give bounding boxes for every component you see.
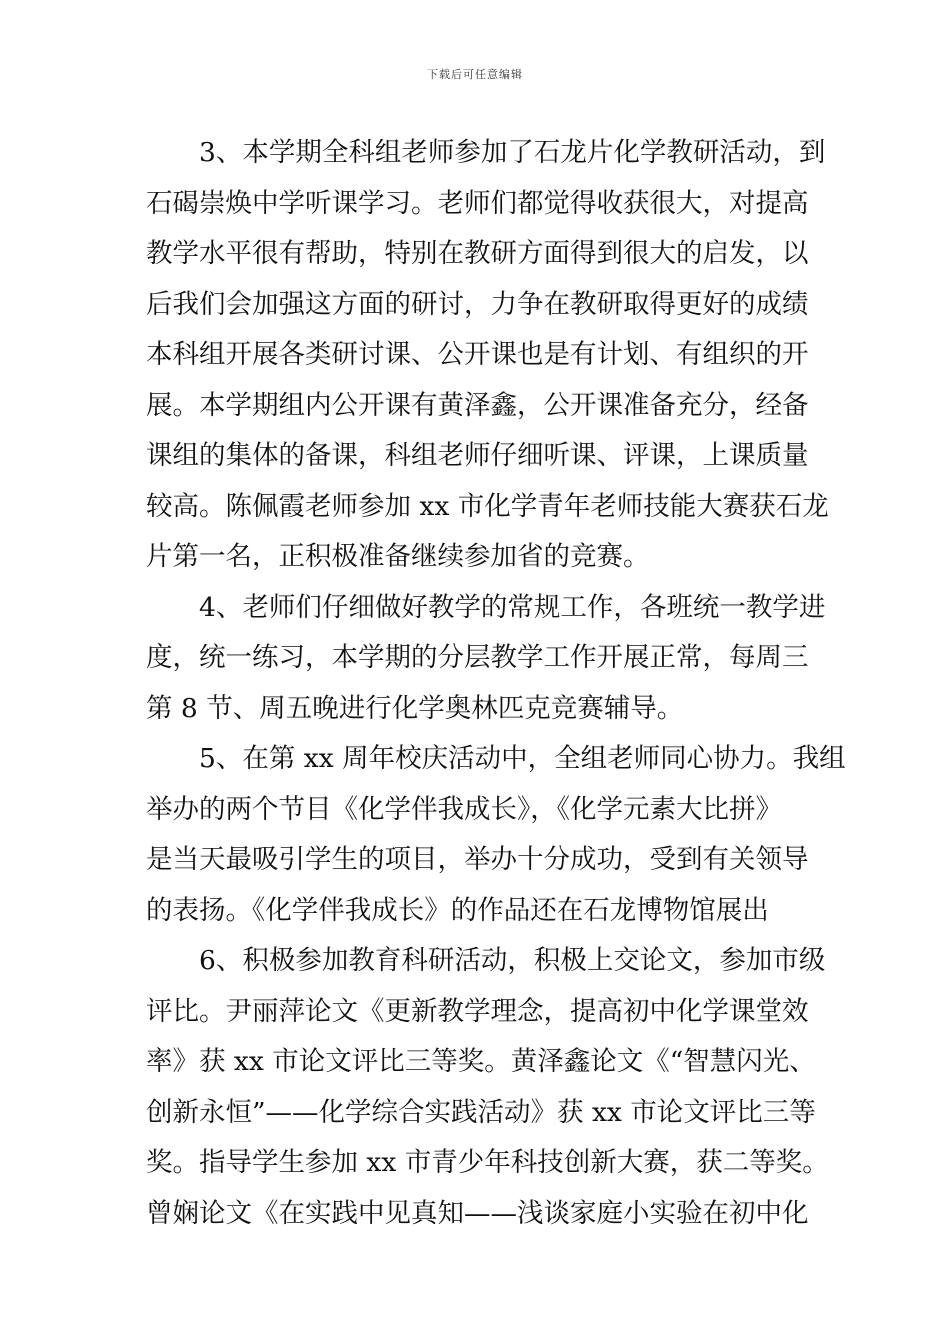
text-line: 展。本学期组内公开课有黄泽鑫，公开课准备充分，经备 xyxy=(146,389,809,421)
text-line: 6、积极参加教育科研活动，积极上交论文，参加市级 xyxy=(199,945,826,976)
text-line: 本科组开展各类研讨课、公开课也是有计划、有组织的开 xyxy=(146,339,809,370)
text-line: 度，统一练习，本学期的分层教学工作开展正常，每周三 xyxy=(146,642,809,673)
page-header: 下载后可任意编辑 xyxy=(427,68,523,81)
text-line: 教学水平很有帮助，特别在教研方面得到很大的启发，以 xyxy=(146,238,809,269)
paragraph-5 xyxy=(146,734,846,936)
text-line: 3、本学期全科组老师参加了石龙片化学教研活动，到 xyxy=(199,137,826,168)
text-line: 石碣崇焕中学听课学习。老师们都觉得收获很大，对提高 xyxy=(146,187,809,219)
text-line: 后我们会加强这方面的研讨，力争在教研取得更好的成绩 xyxy=(146,288,809,320)
paragraph-4 xyxy=(146,583,826,735)
text-line: 奖。指导学生参加 xx 市青少年科技创新大赛，获二等奖。 xyxy=(146,1147,829,1178)
text-line: 举办的两个节目《化学伴我成长》，《化学元素大比拼》 xyxy=(146,793,782,825)
text-line: 片第一名，正积极准备继续参加省的竞赛。 xyxy=(146,541,650,572)
text-line: 曾娴论文《在实践中见真知——浅谈家庭小实验在初中化 xyxy=(146,1197,809,1229)
text-line: 第 8 节、周五晚进行化学奥林匹克竞赛辅导。 xyxy=(146,692,684,724)
text-line: 是当天最吸引学生的项目，举办十分成功，受到有关领导 xyxy=(146,844,809,875)
document-body xyxy=(146,128,846,1239)
text-line: 课组的集体的备课，科组老师仔细听课、评课，上课质量 xyxy=(146,440,809,471)
paragraph-6 xyxy=(146,936,829,1239)
text-line: 4、老师们仔细做好教学的常规工作，各班统一教学进 xyxy=(199,591,826,623)
text-line: 的表扬。《化学伴我成长》的作品还在石龙博物馆展出 xyxy=(146,894,769,926)
text-line: 评比。尹丽萍论文《更新教学理念，提高初中化学课堂效 xyxy=(146,995,809,1027)
text-line: 5、在第 xx 周年校庆活动中，全组老师同心协力。我组 xyxy=(199,743,846,774)
text-line: 创新永恒”——化学综合实践活动》获 xx 市论文评比三等 xyxy=(146,1096,816,1128)
paragraph-3 xyxy=(146,128,829,583)
text-line: 较高。陈佩霞老师参加 xx 市化学青年老师技能大赛获石龙 xyxy=(146,490,829,522)
text-line: 率》获 xx 市论文评比三等奖。黄泽鑫论文《“智慧闪光、 xyxy=(146,1046,816,1077)
